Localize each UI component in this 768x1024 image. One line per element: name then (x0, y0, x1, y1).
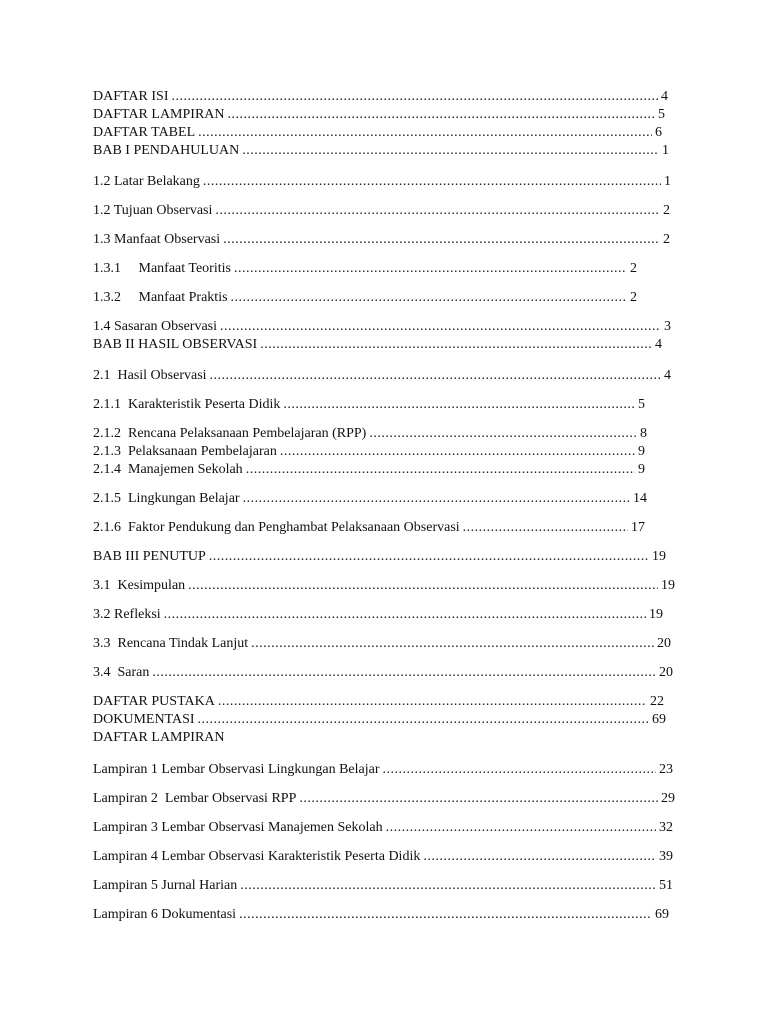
toc-entry-title: 1.3 Manfaat Observasi (93, 232, 221, 247)
toc-page-number: 19 (661, 578, 675, 593)
toc-entry[interactable] (93, 88, 668, 106)
toc-entry[interactable] (93, 693, 664, 711)
toc-entry-title: 3.4 Saran (93, 665, 150, 680)
toc-entry-title: BAB III PENUTUP (93, 549, 206, 564)
toc-entry-title: Lampiran 4 Lembar Observasi Karakteristik Peserta Didik (93, 849, 421, 864)
dot-leader (423, 848, 656, 866)
toc-entry-title: DAFTAR LAMPIRAN (93, 107, 225, 122)
toc-entry[interactable] (93, 906, 669, 924)
toc-entry-title: 2.1.4 Manajemen Sekolah (93, 462, 243, 477)
toc-entry[interactable] (93, 142, 669, 160)
dot-leader (188, 577, 658, 595)
dot-leader (463, 519, 628, 537)
toc-page-number: 20 (659, 665, 673, 680)
toc-entry-title: BAB II HASIL OBSERVASI (93, 337, 258, 352)
dot-leader (223, 231, 660, 249)
toc-entry[interactable] (93, 396, 645, 414)
dot-leader (234, 260, 627, 278)
toc-entry-title: 2.1.5 Lingkungan Belajar (93, 491, 240, 506)
toc-entry[interactable] (93, 336, 662, 354)
toc-entry[interactable] (93, 289, 637, 307)
toc-page-number: 2 (630, 290, 637, 305)
dot-leader (198, 711, 649, 729)
toc-entry[interactable] (93, 367, 671, 385)
toc-page-number: 32 (659, 820, 673, 835)
toc-entry[interactable] (93, 490, 647, 508)
dot-leader (152, 664, 656, 682)
dot-leader (239, 906, 652, 924)
dot-leader (369, 425, 637, 443)
dot-leader (198, 124, 652, 142)
dot-leader (209, 548, 649, 566)
dot-leader (231, 289, 627, 307)
dot-leader (228, 106, 655, 124)
toc-page-number: 29 (661, 791, 675, 806)
toc-entry-title: DAFTAR TABEL (93, 125, 196, 140)
toc-entry[interactable] (93, 461, 645, 479)
dot-leader (260, 336, 652, 354)
toc-page-number: 6 (655, 125, 662, 140)
dot-leader (210, 367, 661, 385)
dot-leader (299, 790, 658, 808)
toc-entry[interactable] (93, 231, 670, 249)
toc-entry-title: 3.2 Refleksi (93, 607, 161, 622)
toc-entry[interactable] (93, 761, 673, 779)
toc-entry-title: 3.1 Kesimpulan (93, 578, 186, 593)
toc-page-number: 4 (655, 337, 662, 352)
dot-leader (383, 761, 656, 779)
toc-entry[interactable] (93, 664, 673, 682)
toc-entry[interactable] (93, 606, 663, 624)
toc-entry[interactable] (93, 260, 637, 278)
toc-entry-title: 1.2 Latar Belakang (93, 174, 200, 189)
toc-entry-title: 2.1.1 Karakteristik Peserta Didik (93, 397, 281, 412)
toc-entry[interactable] (93, 202, 670, 220)
toc-entry-title: 1.3.1 Manfaat Teoritis (93, 261, 231, 276)
toc-entry[interactable] (93, 635, 671, 653)
dot-leader (242, 142, 659, 160)
toc-entry-title: 2.1.6 Faktor Pendukung dan Penghambat Pelaksanaan Observasi (93, 520, 460, 535)
toc-entry[interactable] (93, 848, 673, 866)
dot-leader (251, 635, 654, 653)
dot-leader (215, 202, 660, 220)
toc-entry-title: 2.1.3 Pelaksanaan Pembelajaran (93, 444, 277, 459)
toc-entry-title: 2.1.2 Rencana Pelaksanaan Pembelajaran (RPP) (93, 426, 367, 441)
dot-leader (246, 461, 635, 479)
toc-entry-title: 3.3 Rencana Tindak Lanjut (93, 636, 249, 651)
toc-page-number: 69 (652, 712, 666, 727)
toc-entry[interactable] (93, 519, 645, 537)
toc-entry[interactable] (93, 548, 666, 566)
toc-page-number: 5 (638, 397, 645, 412)
toc-entry-title: 2.1 Hasil Observasi (93, 368, 207, 383)
toc-entry[interactable] (93, 173, 671, 191)
toc-page-number: 8 (640, 426, 647, 441)
dot-leader (172, 88, 659, 106)
toc-entry[interactable] (93, 425, 647, 443)
toc-page-number: 17 (631, 520, 645, 535)
toc-entry-title: Lampiran 3 Lembar Observasi Manajemen Sekolah (93, 820, 383, 835)
dot-leader (386, 819, 656, 837)
dot-leader (283, 396, 635, 414)
dot-leader (203, 173, 661, 191)
toc-page-number: 19 (652, 549, 666, 564)
dot-leader (220, 318, 661, 336)
toc-page-number: 5 (658, 107, 665, 122)
toc-entry-title: DAFTAR ISI (93, 89, 169, 104)
toc-entry[interactable] (93, 877, 673, 895)
toc-entry-title: Lampiran 6 Dokumentasi (93, 907, 237, 922)
dot-leader (243, 490, 630, 508)
toc-page-number: 4 (661, 89, 668, 104)
toc-entry[interactable] (93, 790, 675, 808)
toc-page-number: 23 (659, 762, 673, 777)
toc-entry-title: DAFTAR LAMPIRAN (93, 730, 225, 745)
toc-entry[interactable] (93, 318, 671, 336)
toc-page-number: 20 (657, 636, 671, 651)
toc-entry[interactable] (93, 124, 662, 142)
dot-leader (240, 877, 656, 895)
toc-page-number: 39 (659, 849, 673, 864)
dot-leader (280, 443, 635, 461)
toc-page-number: 22 (650, 694, 664, 709)
toc-entry[interactable] (93, 711, 666, 729)
toc-entry-title: Lampiran 5 Jurnal Harian (93, 878, 238, 893)
toc-entry[interactable] (93, 443, 645, 461)
toc-entry-title: DAFTAR PUSTAKA (93, 694, 215, 709)
toc-entry-title: DOKUMENTASI (93, 712, 195, 727)
dot-leader (218, 693, 647, 711)
toc-entry-title: Lampiran 2 Lembar Observasi RPP (93, 791, 297, 806)
toc-entry-title: 1.2 Tujuan Observasi (93, 203, 213, 218)
toc-page-number: 69 (655, 907, 669, 922)
toc-page-number: 2 (630, 261, 637, 276)
toc-page-number: 1 (664, 174, 671, 189)
toc-page-number: 1 (662, 143, 669, 158)
dot-leader (164, 606, 646, 624)
toc-page-number: 4 (664, 368, 671, 383)
toc-entry[interactable] (93, 106, 665, 124)
toc-entry[interactable] (93, 577, 675, 595)
toc-page-number: 2 (663, 232, 670, 247)
toc-entry[interactable] (93, 729, 225, 747)
toc-page-number: 14 (633, 491, 647, 506)
toc-page-number: 9 (638, 444, 645, 459)
toc-page-number: 2 (663, 203, 670, 218)
toc-entry-title: BAB I PENDAHULUAN (93, 143, 240, 158)
toc-page-number: 51 (659, 878, 673, 893)
toc-page-number: 3 (664, 319, 671, 334)
toc-entry-title: 1.3.2 Manfaat Praktis (93, 290, 228, 305)
toc-entry[interactable] (93, 819, 673, 837)
toc-page-number: 9 (638, 462, 645, 477)
toc-entry-title: Lampiran 1 Lembar Observasi Lingkungan Belajar (93, 762, 380, 777)
toc-page-number: 19 (649, 607, 663, 622)
toc-entry-title: 1.4 Sasaran Observasi (93, 319, 218, 334)
